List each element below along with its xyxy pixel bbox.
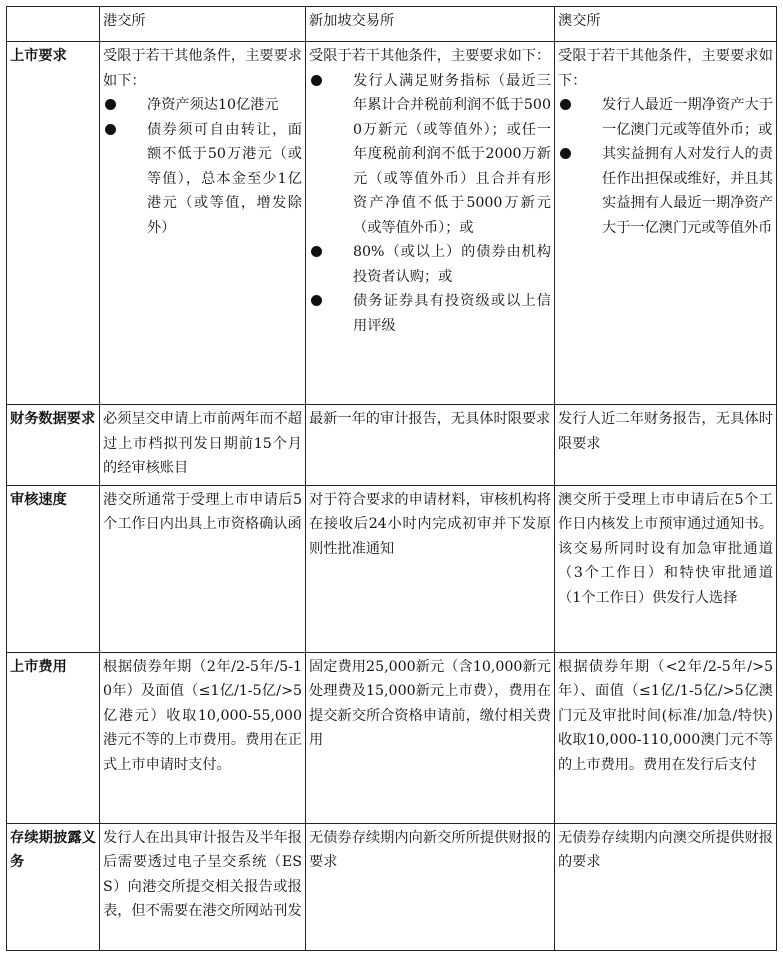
row-label-listing-fees: 上市费用 — [7, 652, 100, 823]
list-item-text: 债券须可自由转让，面额不低于50万港元（或等值），总本金至少1亿港元（或等值，增发除外） — [147, 121, 302, 236]
bullet-icon — [311, 246, 322, 257]
list-item — [558, 93, 773, 142]
header-corner-cell — [7, 7, 100, 42]
bullet-list — [103, 93, 302, 240]
list-item-text: 其实益拥有人对发行人的责任作出担保或维好，并且其实益拥有人最近一期净资产大于一亿澳门元或等值外币 — [602, 146, 773, 236]
cell-financial-data-macau: 发行人近二年财务报告，无具体时限要求 — [555, 405, 777, 486]
bullet-list — [309, 69, 551, 339]
row-label-listing-requirements: 上市要求 — [7, 42, 100, 405]
row-label-financial-data: 财务数据要求 — [7, 405, 100, 486]
cell-listing-requirements-sgx — [306, 42, 555, 405]
list-item — [558, 142, 773, 240]
cell-disclosure-hkex: 发行人在出具审计报告及半年报后需要透过电子呈交系统（ESS）向港交所提交相关报告或报表，但不需要在港交所网站刊发 — [100, 823, 306, 950]
list-item-text: 债务证券具有投资级或以上信用评级 — [353, 293, 551, 334]
cell-listing-requirements-hkex — [100, 42, 306, 405]
cell-review-speed-sgx: 对于符合要求的申请材料，审核机构将在接收后24小时内完成初审并下发原则性批准通知 — [306, 485, 555, 652]
row-label-review-speed: 审核速度 — [7, 485, 100, 652]
cell-intro: 受限于若干其他条件，主要要求如下： — [558, 48, 773, 89]
header-macau: 澳交所 — [555, 7, 777, 42]
exchange-comparison-table — [6, 6, 777, 951]
bullet-icon — [311, 295, 322, 306]
bullet-icon — [311, 75, 322, 86]
cell-review-speed-macau: 澳交所于受理上市申请后在5个工作日内核发上市预审通过通知书。该交易所同时设有加急审批通道（3个工作日）和特快审批通道（1个工作日）供发行人选择 — [555, 485, 777, 652]
cell-listing-fees-sgx: 固定费用25,000新元（含10,000新元处理费及15,000新元上市费），费用在提交新交所合资格申请前，缴付相关费用 — [306, 652, 555, 823]
list-item-text: 净资产须达10亿港元 — [147, 97, 279, 113]
bullet-list — [558, 93, 773, 240]
cell-intro: 受限于若干其他条件，主要要求如下： — [103, 48, 302, 89]
list-item — [309, 289, 551, 338]
bullet-icon — [105, 124, 116, 135]
cell-listing-fees-hkex: 根据债券年期（2年/2-5年/5-10年）及面值（≤1亿/1-5亿/>5亿港元）收取10,000-55,000港元不等的上市费用。费用在正式上市申请时支付。 — [100, 652, 306, 823]
bullet-icon — [560, 99, 571, 110]
header-row — [7, 7, 777, 42]
disclosure-row — [7, 823, 777, 950]
listing-fees-row — [7, 652, 777, 823]
cell-listing-requirements-macau — [555, 42, 777, 405]
cell-financial-data-hkex: 必须呈交申请上市前两年而不超过上市档拟刊发日期前15个月的经审核账目 — [100, 405, 306, 486]
cell-intro: 受限于若干其他条件，主要要求如下： — [309, 48, 551, 64]
review-speed-row — [7, 485, 777, 652]
list-item — [103, 93, 302, 118]
list-item-text: 发行人满足财务指标（最近三年累计合并税前利润不低于5000万新元（或等值外）；或任一年度税前利润不低于2000万新元（或等值外币）且合并有形资产净值不低于5000万新元（或等值外币）；或 — [353, 72, 551, 236]
cell-listing-fees-macau: 根据债券年期（<2年/2-5年/>5年）、面值（≤1亿/1-5亿/>5亿澳门元及审批时间(标准/加急/特快)收取10,000-110,000澳门元不等的上市费用。费用在发行后支付 — [555, 652, 777, 823]
cell-review-speed-hkex: 港交所通常于受理上市申请后5个工作日内出具上市资格确认函 — [100, 485, 306, 652]
listing-requirements-row — [7, 42, 777, 405]
cell-financial-data-sgx: 最新一年的审计报告，无具体时限要求 — [306, 405, 555, 486]
list-item-text: 发行人最近一期净资产大于一亿澳门元或等值外币；或 — [602, 97, 773, 138]
list-item — [103, 118, 302, 241]
list-item — [309, 69, 551, 241]
bullet-icon — [105, 99, 116, 110]
bullet-icon — [560, 148, 571, 159]
header-sgx: 新加坡交易所 — [306, 7, 555, 42]
header-hkex: 港交所 — [100, 7, 306, 42]
cell-disclosure-sgx: 无债券存续期内向新交所所提供财报的要求 — [306, 823, 555, 950]
row-label-disclosure: 存续期披露义务 — [7, 823, 100, 950]
list-item — [309, 240, 551, 289]
cell-disclosure-macau: 无债券存续期内向澳交所提供财报的要求 — [555, 823, 777, 950]
list-item-text: 80%（或以上）的债券由机构投资者认购；或 — [353, 244, 551, 285]
financial-data-row — [7, 405, 777, 486]
